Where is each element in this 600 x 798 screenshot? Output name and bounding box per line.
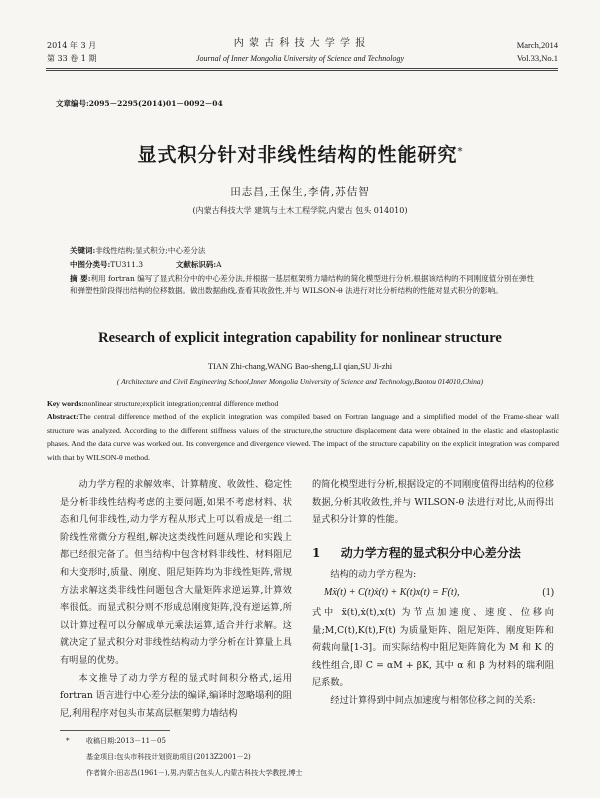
- footnote-fund: 基金项目:包头市科技计划资助项目(2013Z2001－2): [86, 753, 251, 761]
- received-date: 收稿日期:2013－11－05: [85, 737, 166, 745]
- journal-name-cn: 内 蒙 古 科 技 大 学 学 报: [233, 38, 367, 49]
- journal-name-en: Journal of Inner Mongolia University of Science and Technology: [195, 54, 405, 63]
- abstract-cn: [70, 273, 534, 297]
- title-footnote-mark: *: [457, 146, 463, 158]
- doc-code-value: A: [216, 260, 222, 269]
- keywords-en-label: Key words:: [47, 399, 84, 408]
- classification-label: 中图分类号:: [70, 260, 111, 269]
- body-paragraph: 结构的动力学方程为:: [330, 569, 417, 580]
- footnote-rule: [60, 730, 170, 731]
- body-paragraph: 经过计算得到中间点加速度与相邻位移之间的关系:: [330, 694, 536, 706]
- body-right-column: [312, 476, 554, 529]
- classification-value: TU311.3: [110, 260, 144, 269]
- footnote-author: 作者简介:田志昌(1961－),男,内蒙古包头人,内蒙古科技大学教授,博士: [86, 769, 303, 777]
- journal-date: 2014 年 3 月: [47, 41, 97, 50]
- affiliation-en: ( Architecture and Civil Engineering School,Inner Mongolia University of Science and Technology,Baotou 014010,China): [116, 377, 484, 386]
- body-paragraph: 本文推导了动力学方程的显式时间积分格式,运用 fortran 语言进行中心差分法的编译,编译时忽略塌利的阻尼,利用程序对包头市某高层框架剪力墙结构: [60, 672, 292, 719]
- abstract-en: [47, 410, 559, 464]
- authors-en: TIAN Zhi-chang,WANG Bao-sheng,LI qian,SU Ji-zhi: [207, 361, 393, 371]
- body-paragraph: 式中 ẍ(t),ẋ(t),x(t) 为节点加速度、速度、位移向量;M,C(t),K(t),F(t) 为质量矩阵、阻尼矩阵、刚度矩阵和荷载向量[1-3]。而实际结构中阻尼矩阵简化为 M 和 K 的线性组合,即 C = αM + βK, 其中 α 和 β 为材料的瑞利阻尼系数。: [312, 607, 554, 689]
- keywords-en-text: nonlinear structure;explicit integration;central difference method: [83, 399, 279, 408]
- abstract-cn-label: 摘 要:: [70, 274, 91, 283]
- header-rule-double: [46, 70, 558, 71]
- title-cn: 显式积分针对非线性结构的性能研究: [137, 144, 458, 166]
- abstract-en-label: Abstract:: [47, 412, 79, 421]
- equation-number: (1): [542, 587, 554, 598]
- title-block: [0, 140, 600, 167]
- keywords-en: [47, 398, 559, 410]
- section-heading: [312, 544, 521, 561]
- body-paragraph: 的简化模型进行分析,根据设定的不同刚度值得出结构的位移数据,分析其收敛性,并与 WILSON-θ 法进行对比,从而得出显式积分计算的性能。: [312, 479, 554, 526]
- keywords-cn-label: 关键词:: [70, 246, 96, 255]
- equation-1: Mẍ(t) + C(t)ẋ(t) + K(t)x(t) = F(t),: [324, 587, 460, 598]
- body-paragraph: 动力学方程的求解效率、计算精度、收敛性、稳定性是分析非线性结构考虑的主要问题,如果不考虑材料、状态和几何非线性,动力学方程从形式上可以看成是一组二阶线性常微分方程组,解决这类线性问题从理论和实践上都已经很完备了。但当结构中包含材料非线性、材料阻尼和大变形时,质量、刚度、阻尼矩阵均为非线性矩阵,常规方法求解这类非线性问题包含大量矩阵求逆运算,计算效率很低。而显式积分则不形成总刚度矩阵,没有逆运算,所以计算过程可以分解成单元乘法运算,适合并行求解。这就决定了显式积分对非线性结构动力学分析在计算量上具有明显的优势。: [60, 479, 292, 666]
- abstract-cn-text: 利用 fortran 编写了显式积分中的中心差分法,并根据一基层框架剪力墙结构的简化模型进行分析,根据该结构的不同刚度值分别在弹性和弹塑性阶段得出结构的位移数据。做出数据曲线,查看其收敛性,并与 WILSON-θ 法进行对比分析结构的性能对显式积分的影响。: [70, 274, 534, 295]
- classification-line: [70, 259, 540, 271]
- body-right-column-cont: [312, 566, 554, 584]
- abstract-en-text: The central difference method of the explicit integration was compiled based on Fortran language and a simplified model of the Frame-shear wall structure was analyzed. According to the different stiffness values of the structure,the structure displacement data were obtained in the elastic and elastoplastic phases. And the data curve was worked out. Its convergence and divergence viewed. The impact of the structure capability on the explicit integration was compared with that by WILSON-θ method.: [47, 412, 559, 462]
- keywords-cn: [70, 245, 540, 257]
- journal-volume-en: Vol.33,No.1: [516, 53, 558, 63]
- keywords-cn-text: 非线性结构;显式积分;中心差分法: [95, 246, 206, 255]
- doc-code-label: 文献标识码:: [175, 260, 217, 269]
- journal-date-en: March,2014: [516, 40, 558, 50]
- section-number: 1: [312, 546, 321, 560]
- title-en: Research of explicit integration capability for nonlinear structure: [98, 330, 502, 346]
- footnote-star: *: [66, 737, 70, 745]
- footnote-received: [66, 735, 166, 747]
- body-left-column: [60, 476, 292, 722]
- journal-volume: 第 33 卷 1 期: [47, 54, 97, 63]
- article-number: 文章编号:2095－2295(2014)01－0092－04: [56, 99, 223, 108]
- section-title: 动力学方程的显式积分中心差分法: [340, 546, 521, 560]
- body-right-column-tail: [312, 604, 554, 710]
- equation-row: [312, 585, 554, 603]
- header-rule: [46, 68, 558, 69]
- affiliation-cn: (内蒙古科技大学 建筑与土木工程学院,内蒙古 包头 014010): [192, 206, 408, 215]
- authors-cn: 田志昌,王保生,李倩,苏佶智: [230, 186, 370, 198]
